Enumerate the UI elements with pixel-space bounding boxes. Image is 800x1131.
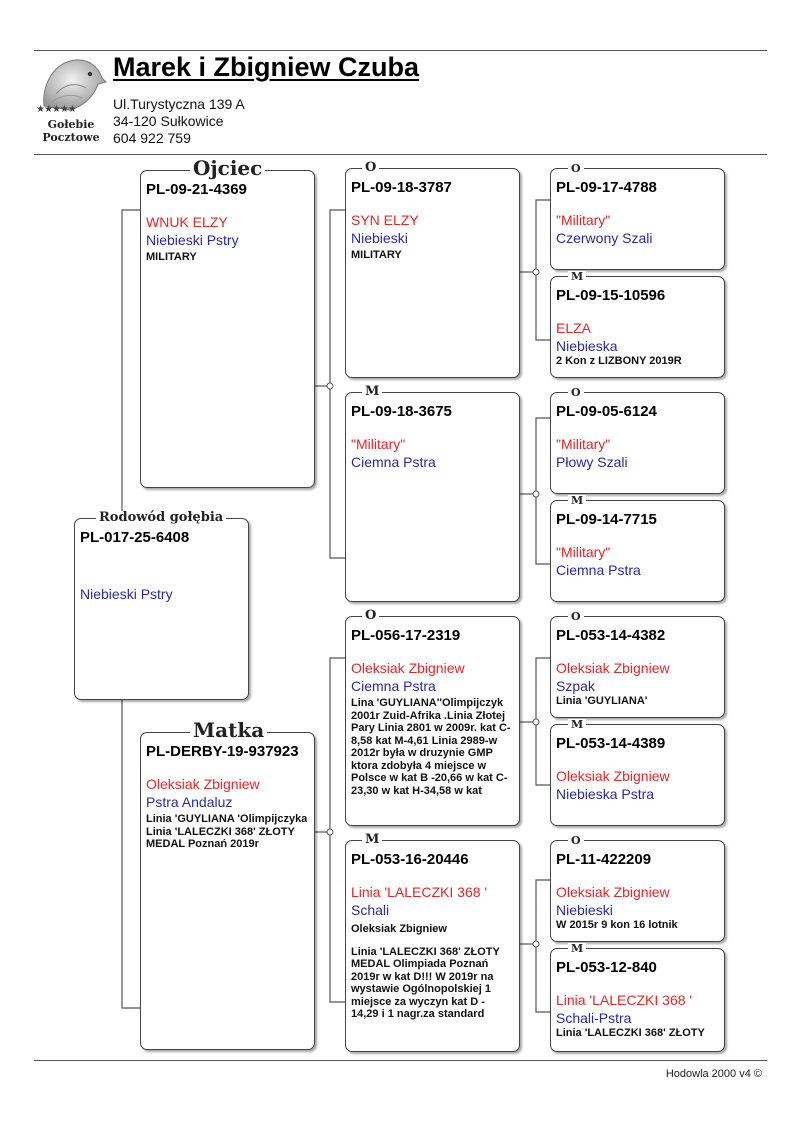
mff-ring: PL-053-14-4382 — [556, 627, 666, 644]
fmm-color: Ciemna Pstra — [556, 562, 641, 578]
ffm-ring: PL-09-15-10596 — [556, 287, 666, 304]
ffm-note: 2 Kon z LIZBONY 2019R — [556, 355, 682, 367]
mmf-note: W 2015r 9 kon 16 lotnik — [556, 919, 678, 931]
main-pigeon-card[interactable] — [74, 518, 249, 700]
owner-city: 34-120 Sułkowice — [113, 113, 224, 129]
fff-label: O — [568, 163, 584, 174]
mf-ring: PL-056-17-2319 — [351, 627, 461, 644]
mf-card[interactable] — [345, 616, 520, 826]
mmm-color: Schali-Pstra — [556, 1010, 632, 1026]
owner-name: Marek i Zbigniew Czuba — [113, 52, 420, 82]
fm-label: M — [362, 385, 382, 398]
fmf-ring: PL-09-05-6124 — [556, 403, 657, 420]
fmm-name: "Military" — [556, 544, 611, 560]
fm-color: Ciemna Pstra — [351, 454, 436, 470]
ff-ring: PL-09-18-3787 — [351, 179, 452, 196]
fff-name: "Military" — [556, 212, 611, 228]
main-label: Rodowód gołębia — [96, 511, 226, 524]
footer-credit: Hodowla 2000 v4 © — [665, 1068, 762, 1080]
fm-name: "Military" — [351, 436, 406, 452]
mm-note-breeder: Oleksiak Zbigniew — [351, 923, 447, 935]
fff-ring: PL-09-17-4788 — [556, 179, 657, 196]
mff-label: O — [568, 611, 584, 622]
fmf-name: "Military" — [556, 436, 611, 452]
bottom-rule — [34, 1060, 767, 1061]
ffm-label: M — [568, 271, 586, 282]
mmm-ring: PL-053-12-840 — [556, 959, 657, 976]
mf-note: Lina 'GUYLIANA''Olimpijczyk 2001r Zuid-Afrika .Linia Złotej Pary Linia 2801 w 2009r. kat C-8,58 kat M-4,61 Linia 2989-w 2012r była w druzynie GMP ktora zdobyła 4 miejsce w Polsce w kat B -20,66 w kat C-23,30 w kat H-34,58 w kat — [351, 697, 511, 797]
mf-color: Ciemna Pstra — [351, 678, 436, 694]
mfm-card[interactable] — [550, 724, 725, 826]
mfm-color: Niebieska Pstra — [556, 786, 655, 802]
fff-card[interactable] — [550, 168, 725, 270]
father-ring: PL-09-21-4369 — [146, 181, 247, 198]
father-note: MILITARY — [146, 251, 197, 263]
fm-card[interactable] — [345, 392, 520, 602]
ff-note: MILITARY — [351, 249, 402, 261]
ffm-color: Niebieska — [556, 338, 618, 354]
mmm-card[interactable] — [550, 948, 725, 1052]
ff-label: O — [362, 161, 379, 174]
mf-label: O — [362, 609, 379, 622]
logo-text: Gołebie Pocztowe — [42, 118, 100, 144]
mother-color: Pstra Andaluz — [146, 794, 233, 810]
fmm-ring: PL-09-14-7715 — [556, 511, 657, 528]
fmm-card[interactable] — [550, 500, 725, 602]
owner-phone: 604 922 759 — [113, 130, 191, 146]
mm-name: Linia 'LALECZKI 368 ' — [351, 884, 488, 900]
ff-color: Niebieski — [351, 230, 408, 246]
mmf-label: O — [568, 835, 584, 846]
ffm-card[interactable] — [550, 276, 725, 378]
header-rule — [34, 154, 767, 155]
fmf-color: Płowy Szali — [556, 454, 628, 470]
father-color: Niebieski Pstry — [146, 232, 239, 248]
mff-name: Oleksiak Zbigniew — [556, 660, 670, 676]
mmf-card[interactable] — [550, 840, 725, 942]
father-name: WNUK ELZY — [146, 214, 228, 230]
fmm-label: M — [568, 495, 586, 506]
mother-label: Matka — [190, 720, 267, 740]
mother-name: Oleksiak Zbigniew — [146, 776, 260, 792]
mm-color: Schali — [351, 902, 390, 918]
ff-card[interactable] — [345, 168, 520, 378]
mm-note: Linia 'LALECZKI 368' ZŁOTY MEDAL Olimpiada Poznań 2019r w kat D!!! W 2019r na wystawie Ogólnopolskiej 1 miejsce za wyczyn kat D - 14,29 i 1 nagr.za standard — [351, 945, 500, 1020]
fmf-label: O — [568, 387, 584, 398]
main-ring: PL-017-25-6408 — [80, 529, 190, 546]
mmm-name: Linia 'LALECZKI 368 ' — [556, 992, 693, 1008]
ff-name: SYN ELZY — [351, 212, 419, 228]
mmm-note: Linia 'LALECZKI 368' ZŁOTY — [556, 1027, 705, 1039]
mfm-name: Oleksiak Zbigniew — [556, 768, 670, 784]
mff-note: Linia 'GUYLIANA' — [556, 695, 648, 707]
mother-card[interactable] — [140, 732, 315, 1050]
fff-color: Czerwony Szali — [556, 230, 653, 246]
mff-card[interactable] — [550, 616, 725, 718]
mmf-ring: PL-11-422209 — [556, 851, 652, 868]
fm-ring: PL-09-18-3675 — [351, 403, 452, 420]
father-label: Ojciec — [190, 158, 265, 178]
fmf-card[interactable] — [550, 392, 725, 494]
mmf-name: Oleksiak Zbigniew — [556, 884, 670, 900]
mm-ring: PL-053-16-20446 — [351, 851, 469, 868]
mmm-label: M — [568, 943, 586, 954]
mm-label: M — [362, 833, 382, 846]
pigeon-logo — [34, 54, 108, 148]
father-card[interactable] — [140, 170, 315, 488]
mff-color: Szpak — [556, 678, 595, 694]
logo-stars: ★★★★★ — [36, 104, 76, 115]
ffm-name: ELZA — [556, 320, 592, 336]
mfm-ring: PL-053-14-4389 — [556, 735, 666, 752]
top-rule — [34, 50, 767, 51]
mother-ring: PL-DERBY-19-937923 — [146, 743, 299, 760]
mfm-label: M — [568, 719, 586, 730]
owner-street: Ul.Turystyczna 139 A — [113, 96, 245, 112]
main-color: Niebieski Pstry — [80, 586, 173, 602]
mm-card[interactable] — [345, 840, 520, 1052]
mmf-color: Niebieski — [556, 902, 613, 918]
mother-note: Linia 'GUYLIANA 'Olimpijczyka Linia 'LALECZKI 368' ZŁOTY MEDAL Poznań 2019r — [146, 813, 308, 850]
mf-name: Oleksiak Zbigniew — [351, 660, 465, 676]
